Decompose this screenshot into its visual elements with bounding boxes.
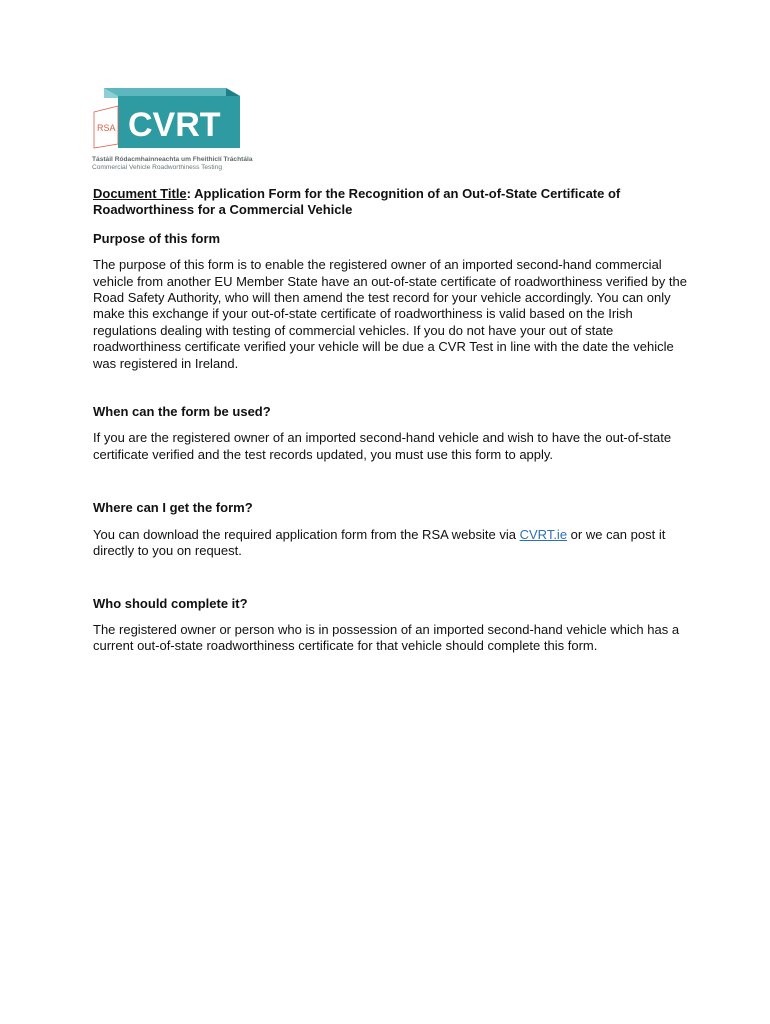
where-text — [93, 527, 693, 560]
where-heading: Where can I get the form? — [93, 500, 253, 516]
purpose-text: The purpose of this form is to enable the registered owner of an imported second-hand commercial vehicle from another EU Member State have an out-of-state certificate of roadworthiness verified by the Road Safety Authority, who will then amend the test record for your vehicle accordingly. You can only make this exchange if your out-of-state certificate of roadworthiness is valid based on the Irish regulations dealing with testing of commercial vehicles. If you do not have your out of state roadworthiness certificate verified your vehicle will be due a CVR Test in line with the date the vehicle was registered in Ireland. — [93, 257, 687, 371]
when-heading: When can the form be used? — [93, 404, 271, 420]
document-title-text: : Application Form for the Recognition of an Out-of-State Certificate of Roadworthiness for a Commercial Vehicle — [93, 186, 621, 218]
where-text-before: You can download the required application form from the RSA website via — [93, 526, 520, 542]
cvrt-logo-graphic — [90, 86, 260, 156]
cvrt-logo — [90, 86, 260, 176]
logo-irish-line: Tástáil Ródacmhainneachta um Fheithiclí Tráchtála — [92, 156, 253, 163]
where-text-after: or we can post it directly to you on request. — [93, 526, 666, 559]
document-title — [93, 186, 693, 219]
logo-rsa-text: RSA — [97, 123, 116, 133]
when-text: If you are the registered owner of an imported second-hand vehicle and wish to have the out-of-state certificate verified and the test records updated, you must use this form to apply. — [93, 430, 672, 462]
logo-cvrt-text: CVRT — [128, 106, 221, 144]
document-body — [93, 186, 693, 655]
who-text: The registered owner or person who is in possession of an imported second-hand vehicle which has a current out-of-state roadworthiness certificate for that vehicle should complete this form. — [93, 621, 680, 654]
purpose-heading: Purpose of this form — [93, 230, 221, 246]
document-title-label: Document Title — [93, 186, 187, 201]
cvrt-link[interactable]: CVRT.ie — [519, 526, 568, 542]
logo-english-line: Commercial Vehicle Roadworthiness Testing — [92, 164, 222, 171]
who-heading: Who should complete it? — [93, 595, 248, 611]
